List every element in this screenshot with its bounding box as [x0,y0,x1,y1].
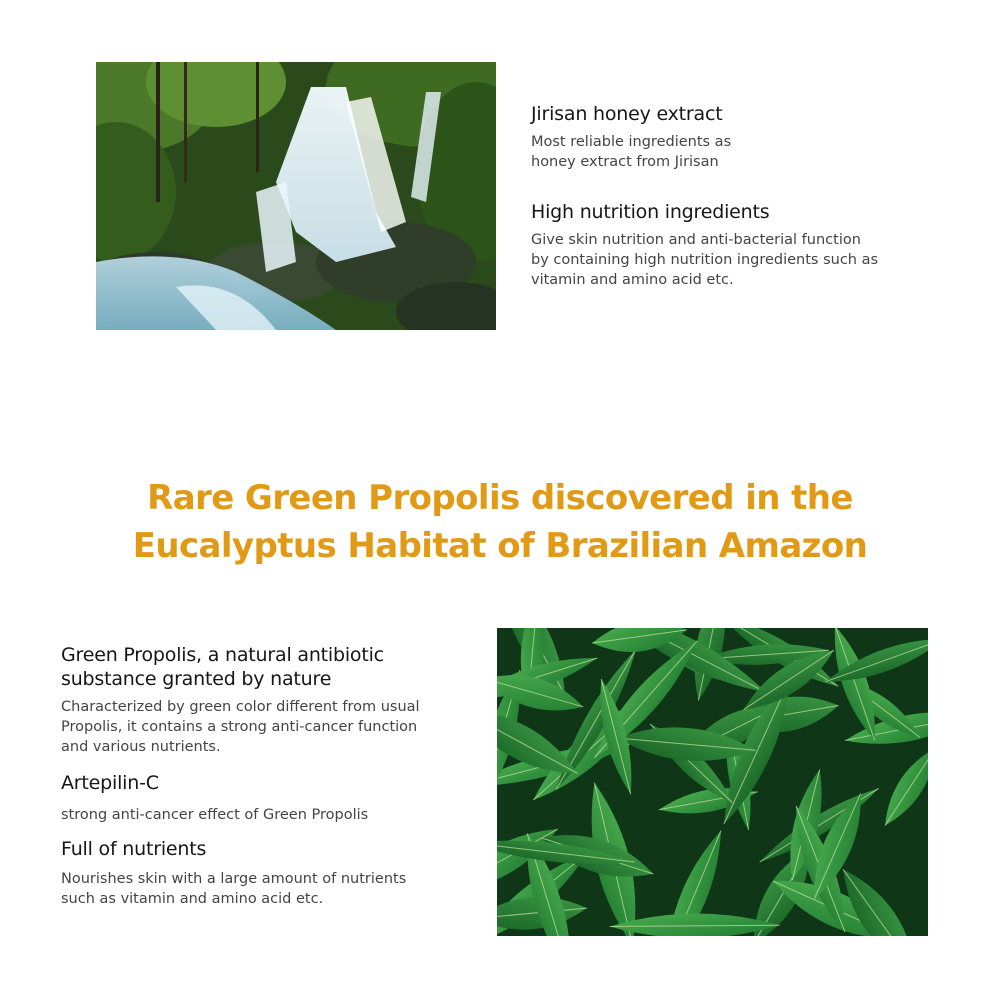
title-line: Rare Green Propolis discovered in the [147,478,853,518]
description-line: honey extract from Jirisan [531,154,719,170]
description-line: strong anti-cancer effect of Green Propolis [61,807,369,823]
leaves-image [497,628,928,936]
propolis-features [61,643,481,909]
feature-heading: Full of nutrients [61,838,207,860]
feature-heading [61,643,481,691]
feature-description [531,230,951,290]
heading-line: Green Propolis, a natural antibiotic [61,644,384,666]
feature-description [61,805,481,825]
heading-line: substance granted by nature [61,668,332,690]
eucalyptus-leaves-photo-icon [497,628,928,936]
description-line: and various nutrients. [61,739,221,755]
description-line: by containing high nutrition ingredients such as [531,252,879,268]
honey-features [531,102,951,318]
page-title [0,474,1000,570]
description-line: Nourishes skin with a large amount of nutrients [61,871,407,887]
description-line: Propolis, it contains a strong anti-cancer function [61,719,418,735]
feature-description [61,697,481,757]
description-line: vitamin and amino acid etc. [531,272,734,288]
description-line: such as vitamin and amino acid etc. [61,891,324,907]
description-line: Give skin nutrition and anti-bacterial function [531,232,861,248]
description-line: Characterized by green color different from usual [61,699,420,715]
description-line: Most reliable ingredients as [531,134,732,150]
feature-heading: High nutrition ingredients [531,201,770,223]
title-line: Eucalyptus Habitat of Brazilian Amazon [132,526,868,566]
waterfall-photo-icon [96,62,496,330]
feature-heading: Jirisan honey extract [531,103,723,125]
feature-heading: Artepilin-C [61,772,159,794]
feature-description [531,132,951,172]
feature-description [61,869,481,909]
waterfall-image [96,62,496,330]
